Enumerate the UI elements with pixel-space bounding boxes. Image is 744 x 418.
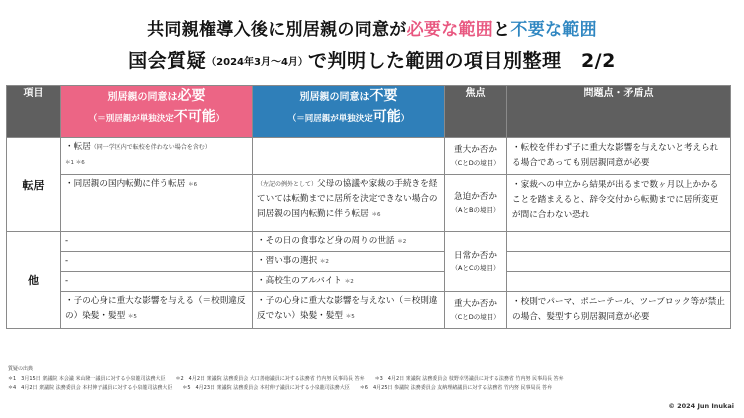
cell-not-required: （左記の例外として）父母の協議や家裁の手続きを経ていては転勤までに居所を決定できない場合の同居親の国内転勤に伴う転居 ＊6 [253, 175, 445, 232]
title-conjunction: と [493, 20, 511, 40]
title-text: 共同親権導入後に別居親の同意が [147, 20, 407, 40]
cell-required: - [61, 272, 253, 292]
cell-not-required [253, 138, 445, 175]
cell-focus: 重大か否か （CとDの境目） [445, 292, 507, 329]
table-row [7, 175, 731, 232]
title-suffix: で判明した範囲の項目別整理 2/2 [307, 50, 616, 72]
cell-required: - [61, 232, 253, 252]
sources-footnote [8, 365, 738, 394]
title-line-2 [0, 46, 744, 73]
cell-issue: ・校則でパーマ、ポニーテール、ツーブロック等が禁止の場合、髪型すら別居親同意が必要 [507, 292, 731, 329]
cell-required: ・子の心身に重大な影響を与える（＝校則違反の）染髪・髪型 ＊5 [61, 292, 253, 329]
cell-required: ・転居（同一学区内で転校を伴わない場合を含む） ＊1 ＊6 [61, 138, 253, 175]
sources-heading: 質疑の出典 [8, 366, 34, 372]
title-prefix: 国会質疑 [128, 50, 207, 72]
header-not-required: 別居親の同意は不要 （＝同居親が単独決定可能） [253, 86, 445, 138]
cell-issue [507, 272, 731, 292]
title-period: （2024年3月～4月） [206, 57, 308, 68]
comparison-table [6, 85, 731, 329]
table-row [7, 252, 731, 272]
cell-issue: ・転校を伴わず子に重大な影響を与えないと考えられる場合であっても別居親同意が必要 [507, 138, 731, 175]
cell-not-required: ・子の心身に重大な影響を与えない（＝校則違反でない）染髪・髪型 ＊5 [253, 292, 445, 329]
cell-not-required: ・その日の食事など身の周りの世話 ＊2 [253, 232, 445, 252]
cell-issue [507, 232, 731, 252]
sources-line-1: ＊1 3月15日 衆議院 本会議 米山隆一議員に対する小泉龍司法務大臣 ＊2 4月2日 衆議院 法務委員会 大口善徳議員に対する法務省 竹内努 民事局長 答弁 ＊3 4月2日 衆議院 法務委員会 枝野幸男議員に対する法務省 竹内努 民事局長 答弁 [8, 375, 564, 382]
cell-issue: ・家裁への申立から結果が出るまで数ヶ月以上かかることを踏まえると、辞令交付から転勤までに居所変更が間に合わない恐れ [507, 175, 731, 232]
cell-focus: 日常か否か （AとCの境目） [445, 232, 507, 292]
cell-focus: 重大か否か （CとDの境目） [445, 138, 507, 175]
cell-focus: 急迫か否か （AとBの境目） [445, 175, 507, 232]
table-row [7, 138, 731, 175]
header-required: 別居親の同意は必要 （＝別居親が単独決定不可能） [61, 86, 253, 138]
cell-not-required: ・高校生のアルバイト ＊2 [253, 272, 445, 292]
header-row [7, 86, 731, 138]
cell-required: - [61, 252, 253, 272]
category-tenkyo: 転居 [7, 138, 61, 232]
table-row [7, 232, 731, 252]
title-unneeded-range: 不要な範囲 [510, 20, 597, 40]
table-row [7, 272, 731, 292]
cell-issue [507, 252, 731, 272]
category-other: 他 [7, 232, 61, 329]
header-issues: 問題点・矛盾点 [507, 86, 731, 138]
title-required-range: 必要な範囲 [406, 20, 494, 40]
title-line-1 [0, 15, 744, 40]
sources-line-2: ＊4 4月2日 衆議院 法務委員会 本村伸子議員に対する小泉龍司法務大臣 ＊5 4月23日 衆議院 法務委員会 本村伸子議員に対する小泉龍司法務大臣 ＊6 4月25日 参議院 法務委員会 友納理緒議員に対する法務省 竹内努 民事局長 答弁 [8, 385, 553, 391]
copyright: © 2024 Jun Inukai [668, 402, 734, 410]
header-item: 項目 [7, 86, 61, 138]
table-row [7, 292, 731, 329]
cell-not-required: ・習い事の選択 ＊2 [253, 252, 445, 272]
header-focus: 焦点 [445, 86, 507, 138]
cell-required: ・同居親の国内転勤に伴う転居 ＊6 [61, 175, 253, 232]
